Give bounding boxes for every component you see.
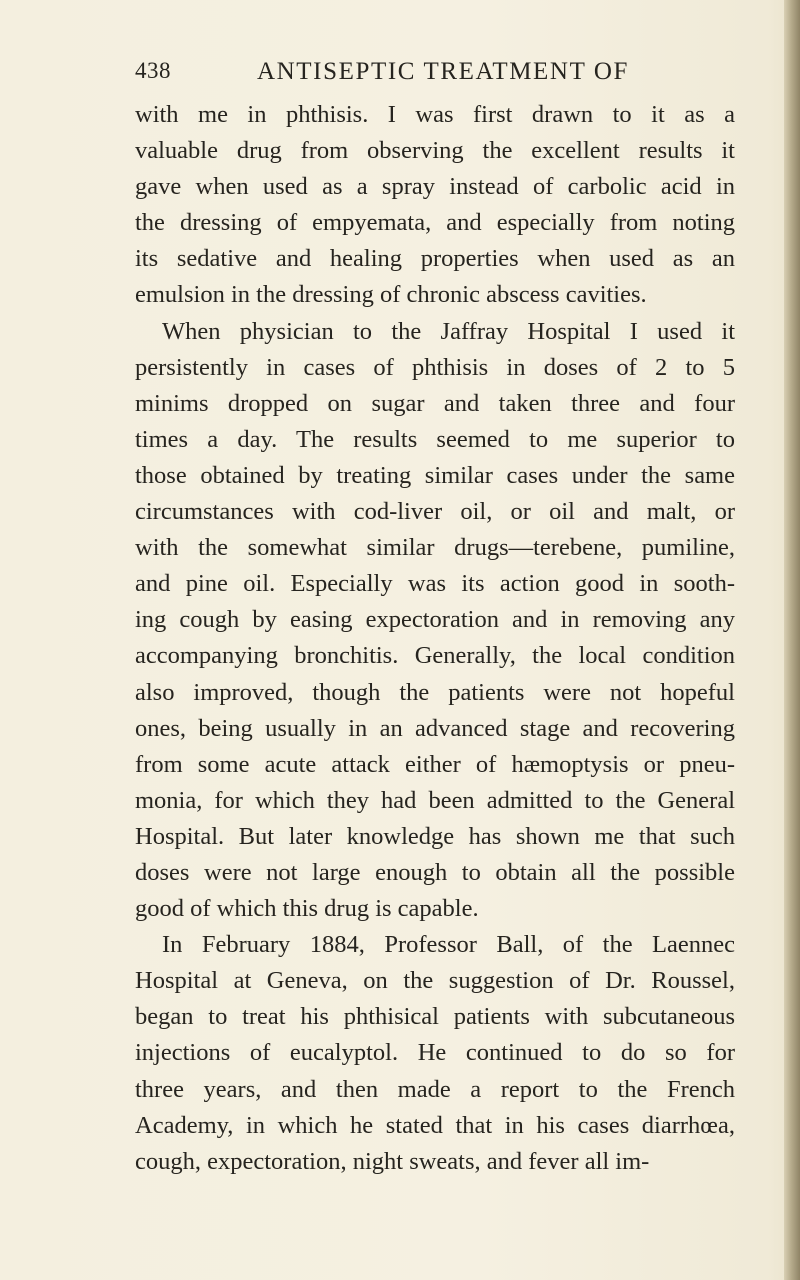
running-head: ANTISEPTIC TREATMENT OF bbox=[257, 58, 630, 85]
text-line: three years, and then made a report to the French bbox=[135, 1075, 735, 1103]
text-line: monia, for which they had been admitted to the General bbox=[135, 786, 735, 814]
text-line: with the somewhat similar drugs—terebene, pumiline, bbox=[135, 534, 735, 562]
text-line: with me in phthisis. I was first drawn to it as a bbox=[135, 101, 735, 128]
text-line: persistently in cases of phthisis in doses of 2 to 5 bbox=[135, 353, 735, 381]
body-text bbox=[135, 97, 735, 1180]
text-line: times a day. The results seemed to me superior to bbox=[135, 425, 735, 453]
text-line: accompanying bronchitis. Generally, the local condition bbox=[135, 642, 735, 670]
page-header bbox=[135, 58, 735, 98]
text-line: Hospital at Geneva, on the suggestion of Dr. Roussel, bbox=[135, 967, 735, 995]
text-line: valuable drug from observing the excellent results it bbox=[135, 137, 735, 165]
text-line: ones, being usually in an advanced stage and recovering bbox=[135, 714, 735, 742]
page-edge-shadow bbox=[784, 0, 800, 1280]
text-line: cough, expectoration, night sweats, and fever all im- bbox=[135, 1147, 650, 1175]
text-line: When physician to the Jaffray Hospital I used it bbox=[162, 317, 735, 345]
page-number: 438 bbox=[135, 58, 171, 83]
text-line: and pine oil. Especially was its action good in sooth- bbox=[135, 570, 735, 598]
text-line: its sedative and healing properties when used as an bbox=[135, 245, 735, 273]
text-line: emulsion in the dressing of chronic abscess cavities. bbox=[135, 281, 647, 309]
text-line: circumstances with cod-liver oil, or oil and malt, or bbox=[135, 498, 735, 526]
text-line: those obtained by treating similar cases under the same bbox=[135, 461, 735, 489]
text-line: good of which this drug is capable. bbox=[135, 895, 479, 923]
text-line: Hospital. But later knowledge has shown me that such bbox=[135, 822, 735, 850]
text-line: Academy, in which he stated that in his cases diarrhœa, bbox=[135, 1111, 735, 1139]
text-line: also improved, though the patients were not hopeful bbox=[135, 678, 735, 706]
text-line: doses were not large enough to obtain all the possible bbox=[135, 858, 735, 886]
text-line: gave when used as a spray instead of carbolic acid in bbox=[135, 173, 735, 201]
text-line: from some acute attack either of hæmoptysis or pneu- bbox=[135, 750, 735, 778]
text-line: In February 1884, Professor Ball, of the Laennec bbox=[162, 931, 735, 959]
text-line: began to treat his phthisical patients with subcutaneous bbox=[135, 1003, 735, 1031]
text-line: minims dropped on sugar and taken three and four bbox=[135, 389, 735, 417]
text-line: the dressing of empyemata, and especially from noting bbox=[135, 209, 735, 237]
text-line: injections of eucalyptol. He continued to do so for bbox=[135, 1039, 735, 1067]
text-line: ing cough by easing expectoration and in removing any bbox=[135, 606, 735, 634]
